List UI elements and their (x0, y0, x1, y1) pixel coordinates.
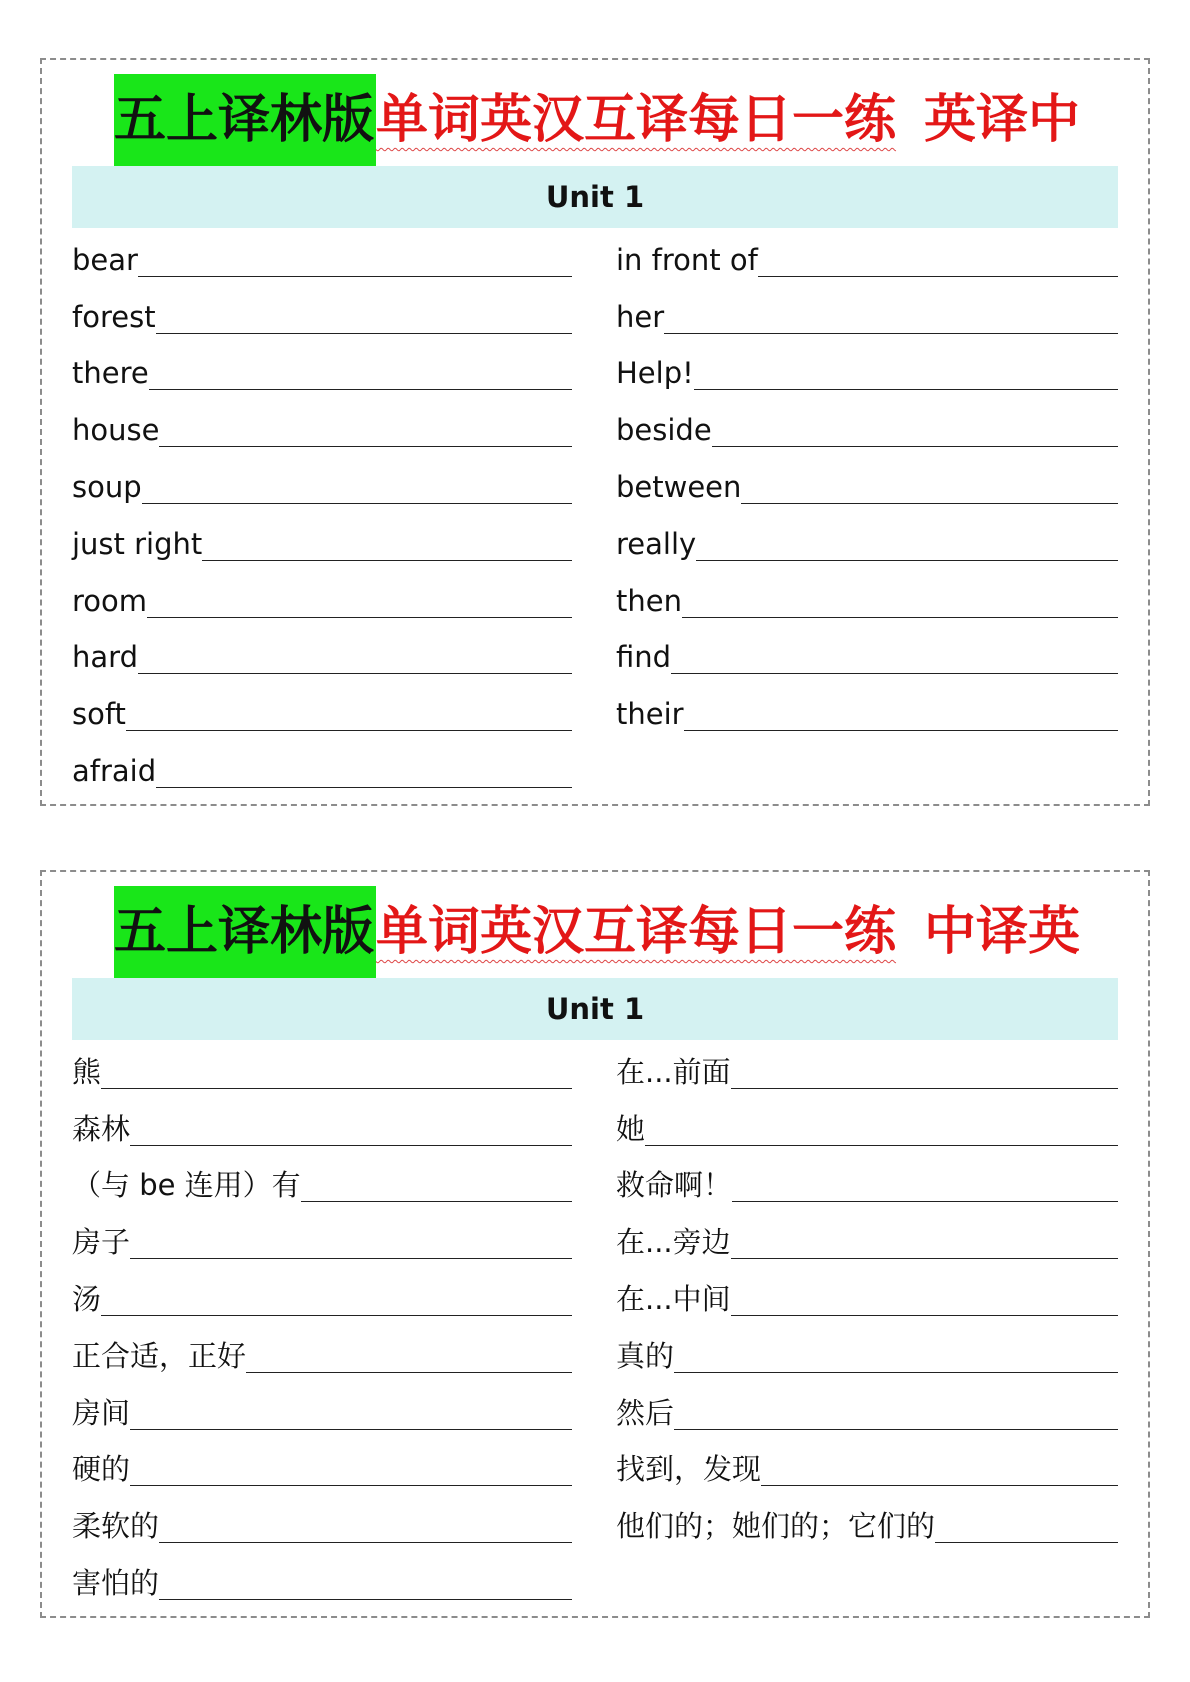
word-label: 汤 (72, 1281, 102, 1316)
word-item (72, 285, 572, 342)
answer-line[interactable] (696, 560, 1118, 561)
word-item (72, 569, 572, 626)
word-label: hard (72, 640, 138, 675)
title-main: 单词英汉互译每日一练 (376, 902, 897, 962)
word-label: house (72, 413, 160, 448)
answer-line[interactable] (674, 1372, 1118, 1373)
word-item (616, 1267, 1118, 1324)
word-item (616, 455, 1118, 512)
word-label: between (616, 469, 742, 504)
word-label: bear (72, 242, 138, 277)
word-item (72, 1040, 572, 1097)
word-row (72, 1551, 1118, 1608)
word-row (72, 569, 1118, 626)
answer-line[interactable] (758, 276, 1118, 277)
answer-line[interactable] (671, 673, 1118, 674)
unit-heading: Unit 1 (72, 978, 1118, 1040)
word-label: （与 be 连用）有 (72, 1168, 301, 1203)
word-row (72, 626, 1118, 683)
answer-line[interactable] (130, 1485, 572, 1486)
answer-line[interactable] (159, 1542, 572, 1543)
word-row (72, 228, 1118, 285)
word-item (72, 1438, 572, 1495)
answer-line[interactable] (935, 1542, 1118, 1543)
title-highlight: 五上译林版 (114, 886, 376, 978)
word-item (72, 1494, 572, 1551)
word-item (616, 285, 1118, 342)
title-highlight: 五上译林版 (114, 74, 376, 166)
word-row (72, 1324, 1118, 1381)
word-label: 她 (616, 1111, 646, 1146)
word-label: afraid (72, 753, 157, 788)
answer-line[interactable] (731, 1088, 1118, 1089)
word-label: 害怕的 (72, 1565, 160, 1600)
word-item (616, 1040, 1118, 1097)
word-row (72, 1438, 1118, 1495)
answer-line[interactable] (731, 1258, 1118, 1259)
word-row (72, 739, 1118, 796)
word-row (72, 512, 1118, 569)
word-label: 真的 (616, 1338, 675, 1373)
answer-line[interactable] (731, 1315, 1118, 1316)
word-rows (72, 1040, 1118, 1608)
word-row (72, 1040, 1118, 1097)
answer-line[interactable] (159, 1599, 572, 1600)
word-rows (72, 228, 1118, 796)
word-row (72, 1381, 1118, 1438)
word-item (616, 1324, 1118, 1381)
answer-line[interactable] (138, 673, 572, 674)
word-label: 柔软的 (72, 1509, 160, 1544)
word-label: 在...前面 (616, 1054, 731, 1089)
title-mode: 中译英 (924, 902, 1081, 962)
word-item (72, 626, 572, 683)
answer-line[interactable] (741, 503, 1118, 504)
word-label: really (616, 526, 697, 561)
word-row (72, 1154, 1118, 1211)
word-row (72, 342, 1118, 399)
answer-line[interactable] (202, 560, 572, 561)
word-label: soup (72, 469, 142, 504)
word-item (72, 228, 572, 285)
answer-line[interactable] (761, 1485, 1118, 1486)
word-label: forest (72, 299, 156, 334)
section-title (114, 74, 1080, 166)
answer-line[interactable] (130, 1429, 572, 1430)
word-label: their (616, 697, 684, 732)
word-label: 救命啊！ (616, 1168, 733, 1203)
word-label: soft (72, 697, 126, 732)
word-label: 然后 (616, 1395, 675, 1430)
answer-line[interactable] (156, 333, 572, 334)
answer-line[interactable] (159, 446, 572, 447)
word-label: find (616, 640, 672, 675)
word-item (616, 682, 1118, 739)
answer-line[interactable] (149, 389, 572, 390)
word-item (72, 512, 572, 569)
word-item (616, 512, 1118, 569)
word-label: 找到，发现 (616, 1452, 762, 1487)
word-row (72, 1494, 1118, 1551)
word-item (616, 1097, 1118, 1154)
answer-line[interactable] (156, 787, 572, 788)
word-label: 在...旁边 (616, 1225, 731, 1260)
answer-line[interactable] (301, 1201, 572, 1202)
word-item (616, 1438, 1118, 1495)
word-label: Help! (616, 356, 694, 391)
answer-line[interactable] (664, 333, 1118, 334)
unit-heading: Unit 1 (72, 166, 1118, 228)
answer-line[interactable] (147, 617, 572, 618)
word-label: 正合适，正好 (72, 1338, 247, 1373)
answer-line[interactable] (101, 1088, 572, 1089)
word-item (616, 1210, 1118, 1267)
word-item (72, 682, 572, 739)
title-mode: 英译中 (924, 90, 1081, 150)
word-label: then (616, 583, 682, 618)
answer-line[interactable] (246, 1372, 572, 1373)
word-item (72, 342, 572, 399)
word-label: 熊 (72, 1054, 102, 1089)
word-row (72, 1210, 1118, 1267)
answer-line[interactable] (694, 389, 1118, 390)
word-item (72, 739, 572, 796)
word-item (616, 569, 1118, 626)
word-label: 在...中间 (616, 1281, 731, 1316)
word-row (72, 398, 1118, 455)
word-item (616, 626, 1118, 683)
word-row (72, 1267, 1118, 1324)
word-label: 房子 (72, 1225, 131, 1260)
answer-line[interactable] (138, 276, 572, 277)
answer-line[interactable] (101, 1315, 572, 1316)
word-item (72, 398, 572, 455)
word-row (72, 682, 1118, 739)
word-label: there (72, 356, 149, 391)
word-label: 森林 (72, 1111, 131, 1146)
word-item (72, 455, 572, 512)
word-item (72, 1210, 572, 1267)
word-label: her (616, 299, 665, 334)
word-label: in front of (616, 242, 758, 277)
answer-line[interactable] (682, 617, 1118, 618)
word-row (72, 455, 1118, 512)
word-item (616, 1381, 1118, 1438)
section-title (114, 886, 1080, 978)
answer-line[interactable] (674, 1429, 1118, 1430)
worksheet-section-en-to-zh (40, 58, 1150, 806)
title-main: 单词英汉互译每日一练 (376, 90, 897, 150)
word-label: 他们的；她们的；它们的 (616, 1509, 936, 1544)
word-item (616, 228, 1118, 285)
answer-line[interactable] (684, 730, 1118, 731)
word-item (616, 398, 1118, 455)
answer-line[interactable] (130, 1145, 572, 1146)
word-row (72, 285, 1118, 342)
word-row (72, 1097, 1118, 1154)
answer-line[interactable] (130, 1258, 572, 1259)
word-item (72, 1381, 572, 1438)
word-item (72, 1154, 572, 1211)
word-item (616, 1494, 1118, 1551)
word-item (616, 342, 1118, 399)
answer-line[interactable] (142, 503, 572, 504)
word-label: room (72, 583, 148, 618)
word-label: just right (72, 526, 203, 561)
worksheet-section-zh-to-en (40, 870, 1150, 1618)
word-item (616, 1154, 1118, 1211)
answer-line[interactable] (645, 1145, 1118, 1146)
answer-line[interactable] (126, 730, 572, 731)
word-item (72, 1267, 572, 1324)
word-item (72, 1551, 572, 1608)
word-label: 硬的 (72, 1452, 131, 1487)
word-label: 房间 (72, 1395, 131, 1430)
word-label: beside (616, 413, 712, 448)
answer-line[interactable] (712, 446, 1118, 447)
word-item (72, 1324, 572, 1381)
answer-line[interactable] (732, 1201, 1118, 1202)
word-item (72, 1097, 572, 1154)
